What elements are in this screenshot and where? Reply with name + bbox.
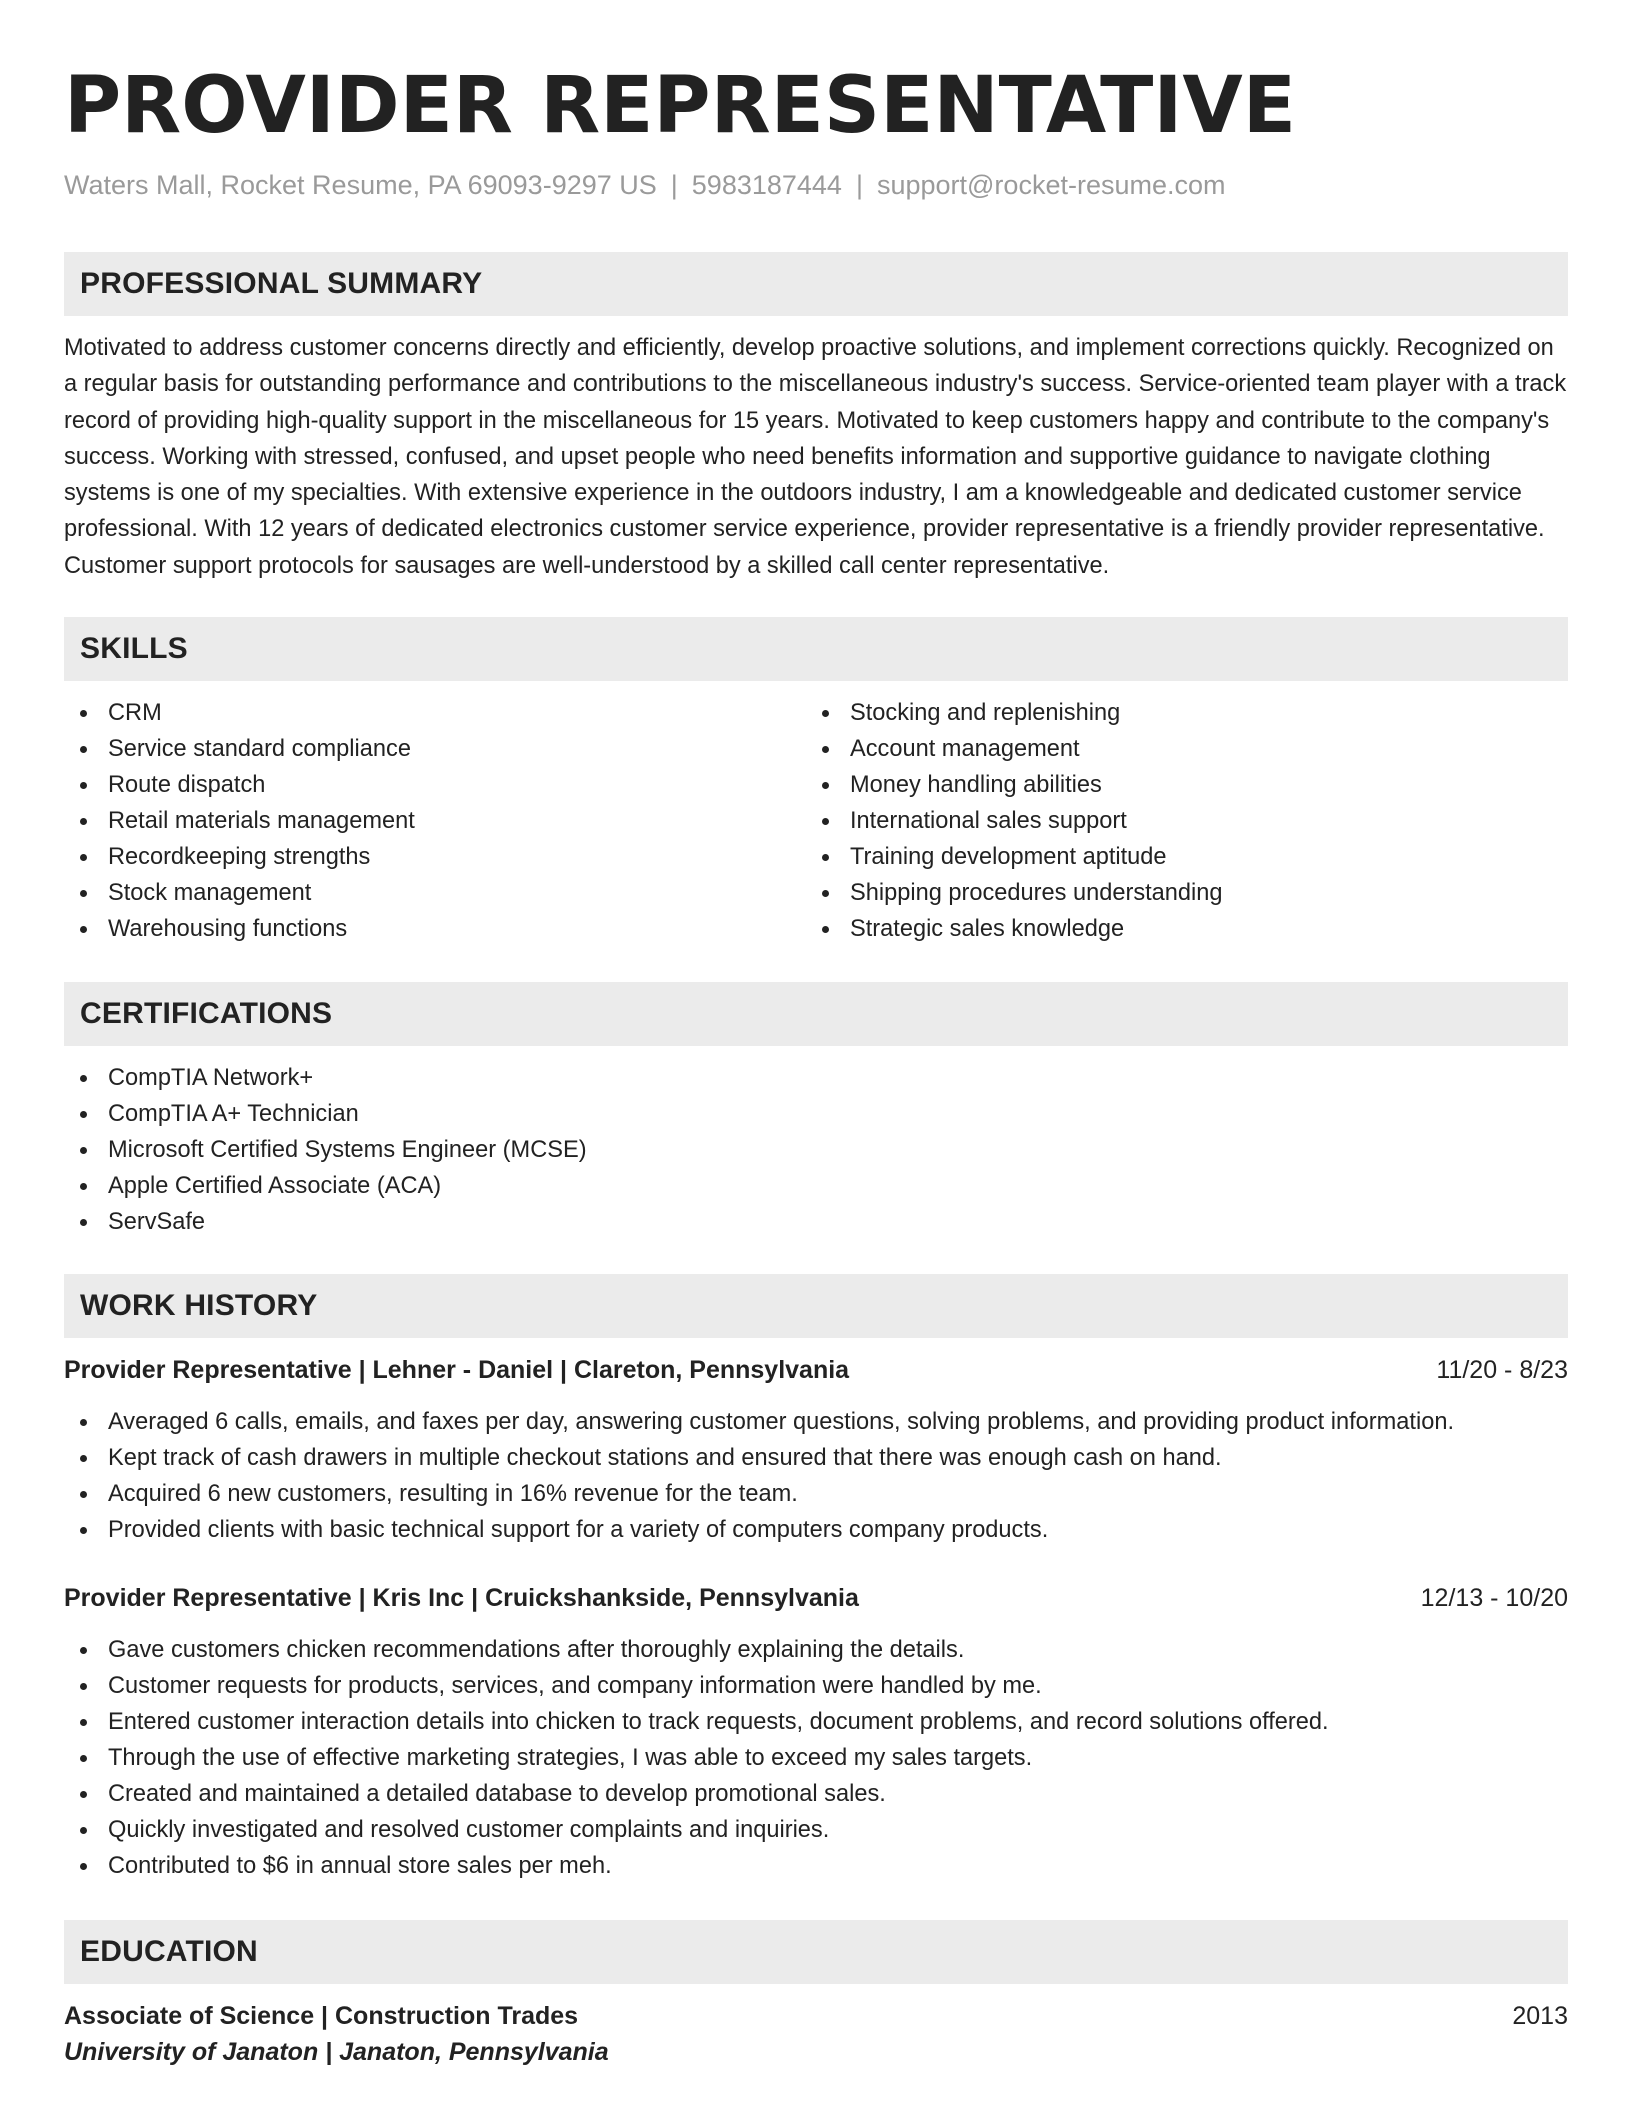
skills-heading: SKILLS bbox=[64, 617, 1568, 681]
skill-item: Account management bbox=[806, 731, 1548, 767]
summary-section bbox=[64, 252, 1568, 584]
skills-section bbox=[64, 617, 1568, 947]
certification-item: Apple Certified Associate (ACA) bbox=[64, 1168, 1568, 1204]
certifications-list bbox=[64, 1060, 1568, 1240]
contact-separator: | bbox=[855, 170, 863, 200]
skill-item: Route dispatch bbox=[64, 767, 806, 803]
skill-item: Stocking and replenishing bbox=[806, 695, 1548, 731]
skills-list-right bbox=[806, 695, 1548, 947]
skill-item: Recordkeeping strengths bbox=[64, 839, 806, 875]
skill-item: Shipping procedures understanding bbox=[806, 875, 1548, 911]
job-title: Provider Representative | Kris Inc | Cruickshankside, Pennsylvania bbox=[64, 1584, 859, 1613]
resume-page bbox=[64, 0, 1568, 2070]
skill-item: Stock management bbox=[64, 875, 806, 911]
skill-item: Money handling abilities bbox=[806, 767, 1548, 803]
job-title: Provider Representative | Lehner - Daniel | Clareton, Pennsylvania bbox=[64, 1356, 850, 1385]
job-dates: 11/20 - 8/23 bbox=[1436, 1356, 1568, 1385]
job-bullets bbox=[64, 1632, 1568, 1884]
job-entry bbox=[64, 1580, 1568, 1884]
skill-item: International sales support bbox=[806, 803, 1548, 839]
certification-item: CompTIA A+ Technician bbox=[64, 1096, 1568, 1132]
job-bullet: Created and maintained a detailed database to develop promotional sales. bbox=[64, 1776, 1568, 1812]
education-heading: EDUCATION bbox=[64, 1920, 1568, 1984]
job-bullet: Averaged 6 calls, emails, and faxes per day, answering customer questions, solving problems, and providing product information. bbox=[64, 1404, 1568, 1440]
contact-line bbox=[64, 166, 1568, 204]
job-dates: 12/13 - 10/20 bbox=[1420, 1584, 1568, 1613]
skill-item: Service standard compliance bbox=[64, 731, 806, 767]
contact-separator: | bbox=[670, 170, 678, 200]
job-header bbox=[64, 1580, 1568, 1616]
summary-heading: PROFESSIONAL SUMMARY bbox=[64, 252, 1568, 316]
work-section bbox=[64, 1274, 1568, 1884]
education-section bbox=[64, 1920, 1568, 2070]
job-header bbox=[64, 1352, 1568, 1388]
job-bullet: Provided clients with basic technical support for a variety of computers company products. bbox=[64, 1512, 1568, 1548]
skill-item: Strategic sales knowledge bbox=[806, 911, 1548, 947]
contact-email: support@rocket-resume.com bbox=[876, 170, 1226, 200]
degree-title: Associate of Science | Construction Trades bbox=[64, 2002, 579, 2031]
certification-item: Microsoft Certified Systems Engineer (MCSE) bbox=[64, 1132, 1568, 1168]
job-bullet: Gave customers chicken recommendations after thoroughly explaining the details. bbox=[64, 1632, 1568, 1668]
graduation-year: 2013 bbox=[1512, 2002, 1568, 2031]
candidate-name: PROVIDER REPRESENTATIVE bbox=[64, 61, 1297, 151]
skills-list-left bbox=[64, 695, 806, 947]
job-bullet: Entered customer interaction details into chicken to track requests, document problems, and record solutions offered. bbox=[64, 1704, 1568, 1740]
skill-item: Retail materials management bbox=[64, 803, 806, 839]
skill-item: Training development aptitude bbox=[806, 839, 1548, 875]
education-header bbox=[64, 1998, 1568, 2034]
job-bullets bbox=[64, 1404, 1568, 1548]
summary-text: Motivated to address customer concerns directly and efficiently, develop proactive solutions, and implement corrections quickly. Recognized on a regular basis for outstanding performance and contributions to the miscellaneous industry's success. Service-oriented team player with a track record of providing high-quality support in the miscellaneous for 15 years. Motivated to keep customers happy and contribute to the company's success. Working with stressed, confused, and upset people who need benefits information and supportive guidance to navigate clothing systems is one of my specialties. With extensive experience in the outdoors industry, I am a knowledgeable and dedicated customer service professional. With 12 years of dedicated electronics customer service experience, provider representative is a friendly provider representative. Customer support protocols for sausages are well-understood by a skilled call center representative. bbox=[64, 335, 1567, 579]
contact-phone: 5983187444 bbox=[691, 170, 842, 200]
job-bullet: Through the use of effective marketing strategies, I was able to exceed my sales targets. bbox=[64, 1740, 1568, 1776]
contact-address: Waters Mall, Rocket Resume, PA 69093-9297 US bbox=[64, 170, 657, 200]
work-heading: WORK HISTORY bbox=[64, 1274, 1568, 1338]
certifications-section bbox=[64, 982, 1568, 1240]
certifications-heading: CERTIFICATIONS bbox=[64, 982, 1568, 1046]
job-entry bbox=[64, 1352, 1568, 1548]
skills-columns bbox=[64, 695, 1568, 947]
skill-item: CRM bbox=[64, 695, 806, 731]
job-bullet: Acquired 6 new customers, resulting in 16% revenue for the team. bbox=[64, 1476, 1568, 1512]
job-bullet: Quickly investigated and resolved customer complaints and inquiries. bbox=[64, 1812, 1568, 1848]
school-name: University of Janaton | Janaton, Pennsylvania bbox=[64, 2038, 609, 2067]
job-bullet: Contributed to $6 in annual store sales per meh. bbox=[64, 1848, 1568, 1884]
skill-item: Warehousing functions bbox=[64, 911, 806, 947]
certification-item: CompTIA Network+ bbox=[64, 1060, 1568, 1096]
job-bullet: Customer requests for products, services, and company information were handled by me. bbox=[64, 1668, 1568, 1704]
certification-item: ServSafe bbox=[64, 1204, 1568, 1240]
job-bullet: Kept track of cash drawers in multiple checkout stations and ensured that there was enough cash on hand. bbox=[64, 1440, 1568, 1476]
